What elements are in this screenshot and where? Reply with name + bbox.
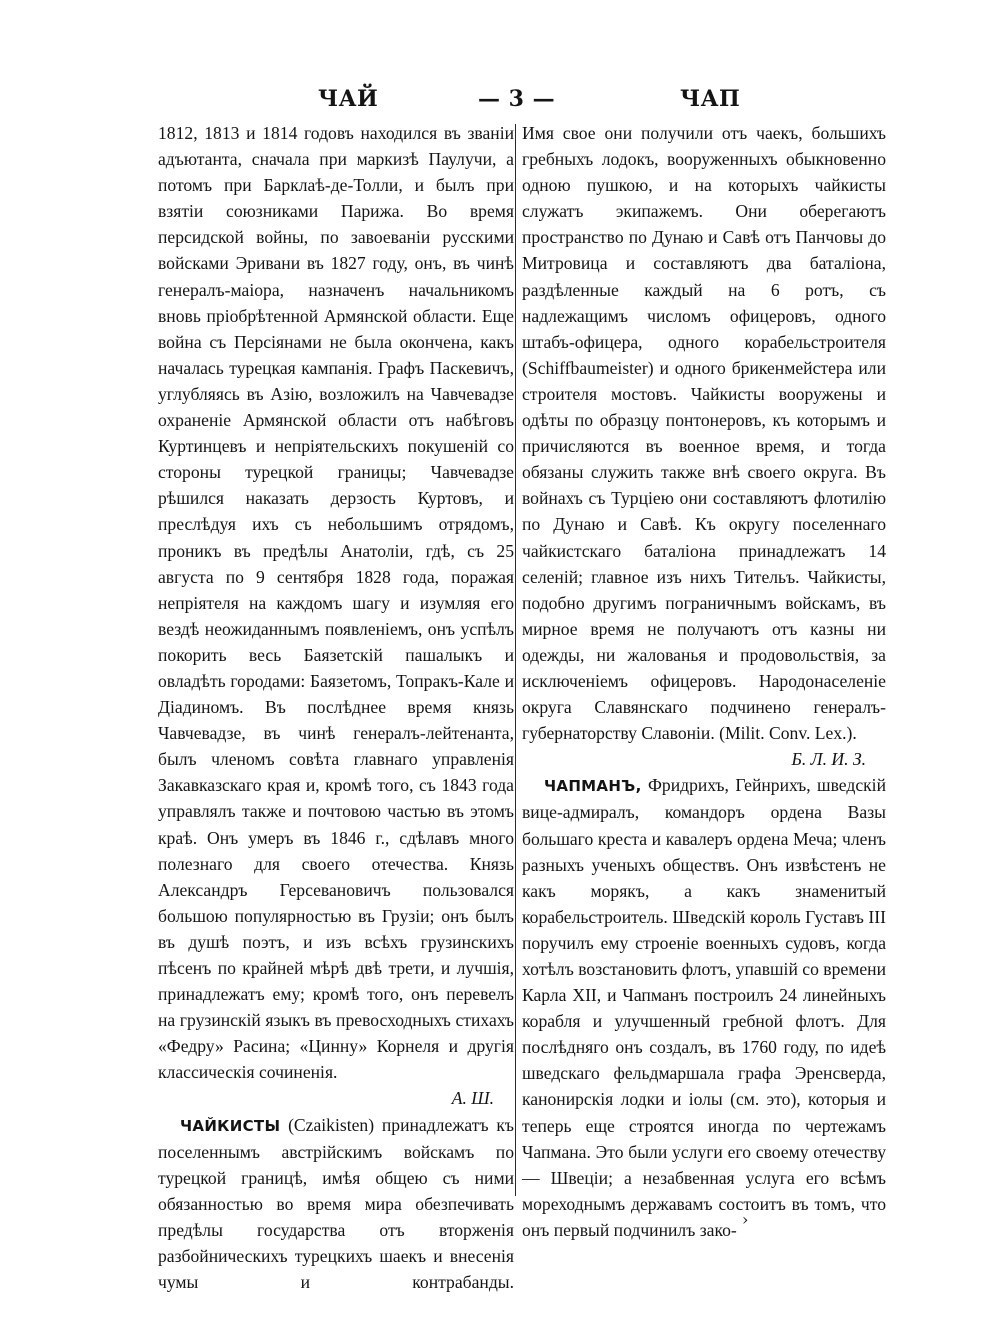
- left-signature: А. Ш.: [451, 1088, 494, 1109]
- entry-term-chapman: ЧАПМАНЪ,: [544, 777, 642, 796]
- column-divider: [515, 124, 516, 1196]
- entry-text-chaikisty: (Czaikisten) принадлежатъ къ поселеннымъ австрійскимъ войскамъ по турецкой границѣ, имѣя общею съ ними обязанностью во время мира обезпечивать предѣлы государства отъ вторженія разбойническихъ турецкихъ шаекъ и внесенія чумы и контрабанды.: [158, 1114, 514, 1293]
- right-column: [522, 120, 886, 1243]
- running-head-left: ЧАЙ: [318, 86, 379, 112]
- entry-term-chaikisty: ЧАЙКИСТЫ: [180, 1116, 281, 1135]
- left-column: [158, 120, 514, 1295]
- left-paragraph-continued: 1812, 1813 и 1814 годовъ находился въ званіи адъютанта, сначала при маркизѣ Паулучи, а потомъ при Барклаѣ-де-Толли, и былъ при взятіи союзниками Парижа. Во время персидской войны, по завоеваніи русскими войсками Эривани въ 1827 году, онъ, въ чинѣ генералъ-маіора, назначенъ начальникомъ вновь пріобрѣтенной Армянской области. Еще война съ Персіянами не была окончена, какъ началась турецкая кампанія. Графъ Паскевичъ, углубляясь въ Азію, возложилъ на Чавчевадзе охраненіе Армянской области отъ набѣговъ Куртинцевъ и непріятельскихъ покушеній со стороны турецкой границы; Чавчевадзе рѣшился наказать дерзость Куртовъ, и преслѣдуя ихъ съ небольшимъ отрядомъ, проникъ въ предѣлы Анатоліи, гдѣ, съ 25 августа по 9 сентября 1828 года, поражая непріятеля на каждомъ шагу и изумляя его вездѣ неожиданнымъ появленіемъ, онъ успѣлъ покорить весь Баязетскій пашалыкъ и овладѣть городами: Баязетомъ, Топракъ-Кале и Діадиномъ. Въ послѣднее время князь Чавчевадзе, въ чинѣ генералъ-лейтенанта, былъ членомъ совѣта главнаго управленія Закавказскаго края и, кромѣ того, съ 1843 года управлялъ также и почтовою частью въ этомъ краѣ. Онъ умеръ въ 1846 г., сдѣлавъ много полезнаго для своего отечества. Князь Александръ Герсевановичъ пользовался большою популярностью въ Грузіи; онъ былъ въ душѣ поэтъ, и изъ всѣхъ грузинскихъ пѣсенъ по крайней мѣрѣ двѣ трети, и лучшія, принадлежатъ ему; кромѣ того, онъ перевелъ на грузинскій языкъ въ превосходныхъ стихахъ «Федру» Расина; «Цинну» Корнеля и другія классическія сочиненія.: [158, 123, 514, 1083]
- right-paragraph-continued: Имя свое они получили отъ чаекъ, большихъ гребныхъ лодокъ, вооруженныхъ обыкновенно одною пушкою, и на которыхъ чайкисты служатъ экипажемъ. Они оберегаютъ пространство по Дунаю и Савѣ отъ Панчовы до Митровица и составляютъ два баталіона, раздѣленные каждый на 6 ротъ, съ надлежащимъ числомъ офицеровъ, одного штабъ-офицера, одного корабельстроителя (Schiffbaumeister) и одного брикенмейстера или строителя мостовъ. Чайкисты вооружены и одѣты по образцу понтонеровъ, къ которымъ и причисляются въ военное время, и тогда обязаны служить также внѣ своего округа. Въ войнахъ съ Турціею они составляютъ флотилію по Дунаю и Савѣ. Къ округу поселеннаго чайкистскаго баталіона принадлежатъ 14 селеній; главное изъ нихъ Тительъ. Чайкисты, подобно другимъ пограничнымъ войскамъ, въ мирное время не получаютъ отъ казны ни одежды, ни жалованья и продовольствія, за исключеніемъ офицеровъ. Народонаселеніе округа Славянскаго подчинено генералъ-губернаторству Славоніи. (Milit. Conv. Lex.).: [522, 123, 886, 744]
- left-entry-chaikisty: [158, 1112, 514, 1296]
- entry-text-chapman: Фридрихъ, Гейнрихъ, шведскій вице-адмиралъ, командоръ ордена Вазы большаго креста и кавалеръ ордена Меча; членъ разныхъ ученыхъ обществъ. Онъ извѣстенъ не какъ морякъ, а какъ знаменитый корабельстроитель. Шведскій король Густавъ III поручилъ ему строеніе военныхъ судовъ, когда хотѣлъ возстановить флотъ, упавшій со времени Карла XII, и Чапманъ построилъ 24 линейныхъ корабля и улучшенный гребной флотъ. Для послѣдняго онъ создалъ, въ 1760 году, по идеѣ шведскаго фельдмаршала графа Эренсверда, канонирскія лодки и іолы (см. это), которыя и теперь еще строятся иногда по чертежамъ Чапмана. Это были услуги его своему отечеству — Швеціи; а незабвенная услуга его всѣмъ мореходнымъ державамъ состоитъ въ томъ, что онъ первый подчинилъ зако-: [522, 775, 886, 1240]
- running-head-right: ЧАП: [680, 86, 741, 112]
- printer-mark: ›: [742, 1210, 749, 1229]
- right-entry-chapman: [522, 772, 886, 1243]
- right-signature: Б. Л. И. З.: [791, 749, 866, 770]
- page-number: — 3 —: [478, 86, 556, 112]
